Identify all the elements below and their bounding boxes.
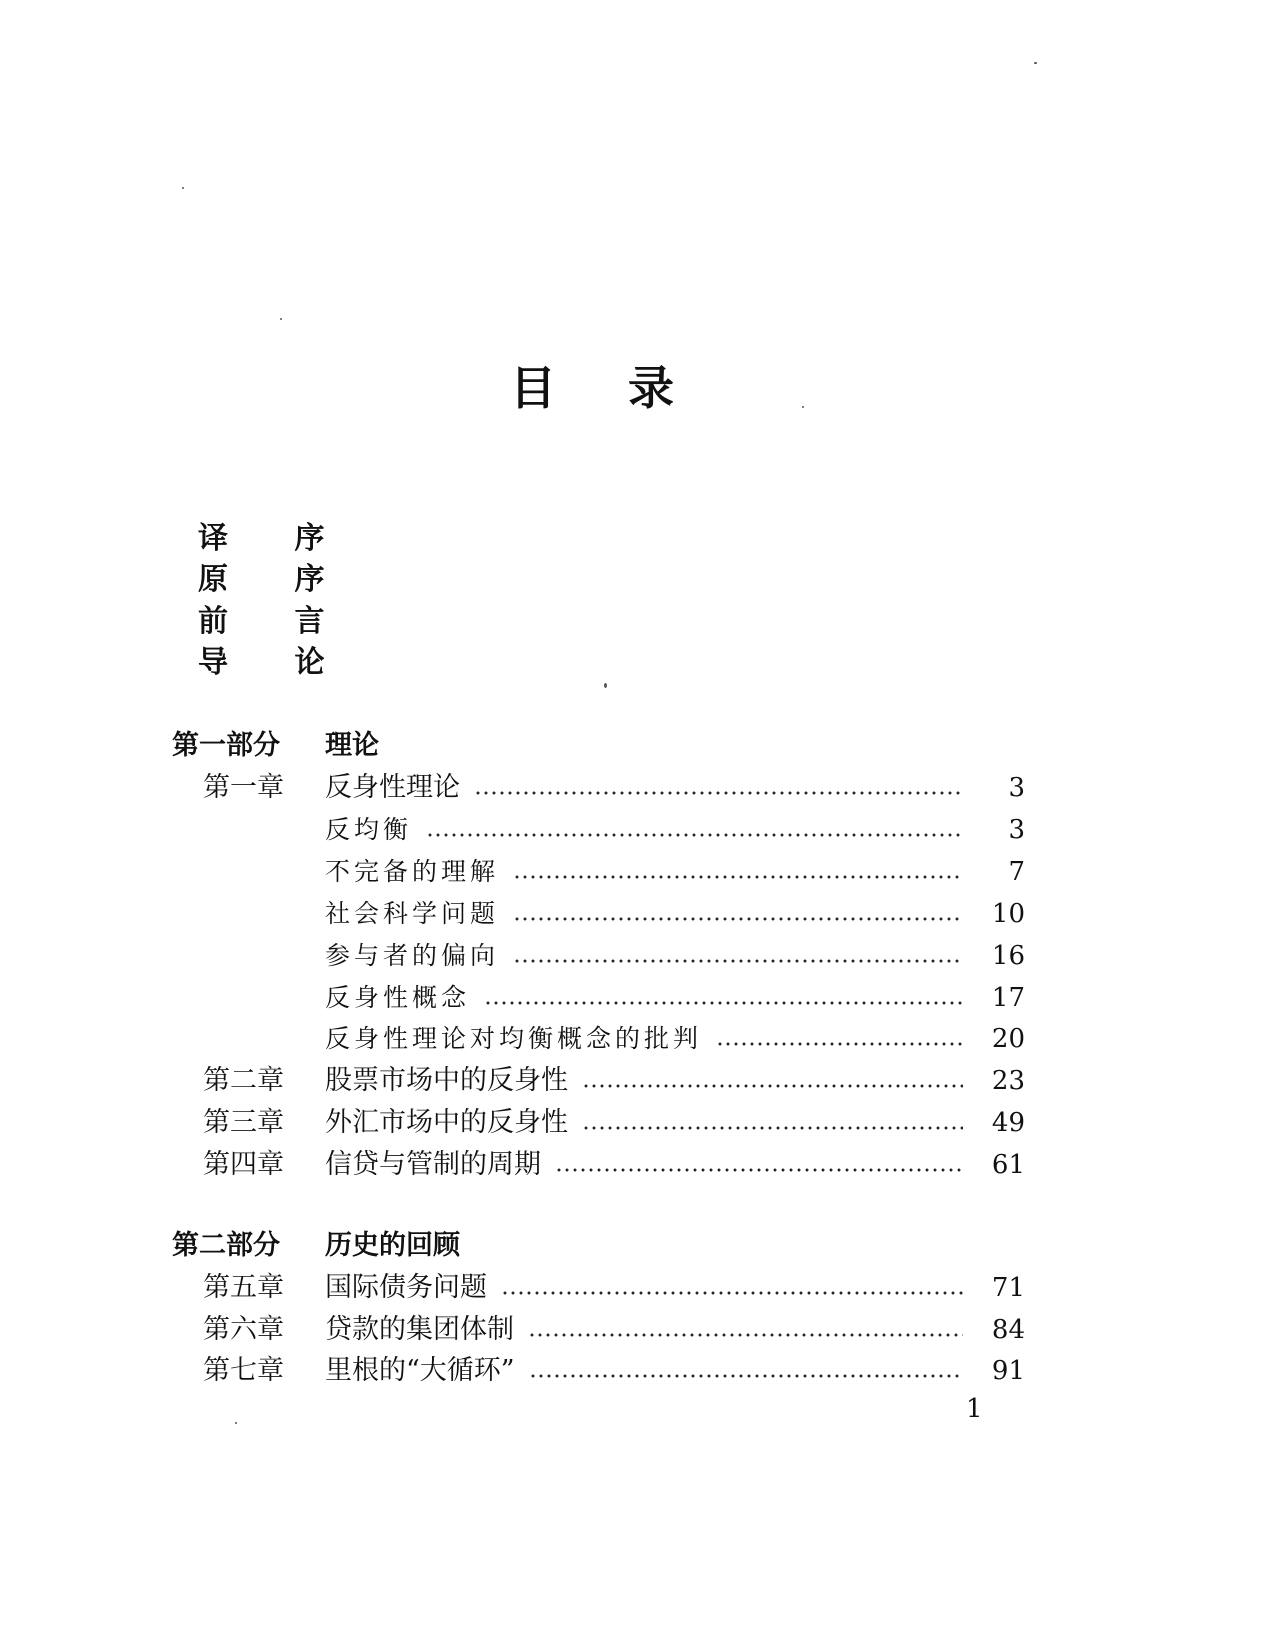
toc-entry-title: 国际债务问题 bbox=[325, 1272, 487, 1303]
chapter-label: 第三章 bbox=[203, 1107, 284, 1138]
front-matter-item: 导 论 bbox=[198, 645, 353, 680]
toc-entry-page: 71 bbox=[991, 1273, 1025, 1303]
toc-section-entry bbox=[325, 854, 1025, 890]
toc-entry bbox=[325, 1063, 1025, 1099]
toc-section-page: 3 bbox=[1008, 815, 1025, 845]
toc-entry-title: 反身性理论 bbox=[325, 772, 460, 803]
toc-section-page: 10 bbox=[991, 899, 1025, 929]
chapter-label: 第六章 bbox=[203, 1314, 284, 1345]
dot-leader bbox=[426, 833, 963, 837]
front-matter-item: 前 言 bbox=[198, 604, 353, 639]
chapter-label: 第二章 bbox=[203, 1065, 284, 1096]
page-number: 1 bbox=[966, 1394, 983, 1424]
front-matter-item: 原 序 bbox=[198, 562, 353, 597]
chapter-label: 第五章 bbox=[203, 1272, 284, 1303]
dot-leader bbox=[501, 1291, 963, 1295]
toc-entry bbox=[325, 1105, 1025, 1141]
toc-entry bbox=[325, 770, 1025, 806]
toc-section-entry bbox=[325, 812, 1025, 848]
toc-entry-page: 23 bbox=[991, 1066, 1025, 1096]
toc-entry bbox=[325, 1312, 1025, 1348]
toc-entry-page: 91 bbox=[991, 1356, 1025, 1386]
toc-entry bbox=[325, 1147, 1025, 1183]
scan-speck bbox=[280, 318, 282, 320]
chapter-label: 第一章 bbox=[203, 772, 284, 803]
title-char-left: 目 bbox=[510, 361, 556, 415]
dot-leader bbox=[529, 1374, 963, 1378]
front-matter-item: 译 序 bbox=[198, 521, 353, 556]
toc-entry-page: 3 bbox=[1008, 773, 1025, 803]
toc-section-title: 不完备的理解 bbox=[325, 857, 500, 886]
toc-section-title: 反身性理论对均衡概念的批判 bbox=[325, 1024, 703, 1053]
toc-section-title: 参与者的偏向 bbox=[325, 941, 500, 970]
dot-leader bbox=[484, 1001, 963, 1005]
toc-entry bbox=[325, 1270, 1025, 1306]
scan-speck bbox=[235, 1422, 237, 1424]
dot-leader bbox=[528, 1333, 963, 1337]
toc-section-title: 反均衡 bbox=[325, 815, 413, 844]
toc-section-entry bbox=[325, 980, 1025, 1016]
scan-speck bbox=[604, 683, 607, 688]
toc-section-page: 17 bbox=[991, 983, 1025, 1013]
dot-leader bbox=[513, 959, 963, 963]
title-char-right: 录 bbox=[628, 361, 674, 415]
toc-section-title: 社会科学问题 bbox=[325, 899, 500, 928]
part-label: 第二部分 bbox=[172, 1230, 280, 1261]
toc-section-page: 20 bbox=[991, 1024, 1025, 1054]
toc-entry-title: 贷款的集团体制 bbox=[325, 1314, 514, 1345]
toc-section-page: 16 bbox=[991, 941, 1025, 971]
toc-entry-page: 49 bbox=[991, 1108, 1025, 1138]
dot-leader bbox=[555, 1168, 963, 1172]
scan-speck bbox=[1034, 62, 1037, 64]
toc-section-title: 反身性概念 bbox=[325, 983, 471, 1012]
toc-entry-page: 84 bbox=[991, 1315, 1025, 1345]
toc-entry-title: 信贷与管制的周期 bbox=[325, 1149, 541, 1180]
toc-section-entry bbox=[325, 1021, 1025, 1057]
chapter-label: 第七章 bbox=[203, 1355, 284, 1386]
dot-leader bbox=[513, 875, 963, 879]
dot-leader bbox=[716, 1042, 963, 1046]
part-label: 第一部分 bbox=[172, 730, 280, 761]
part-name: 历史的回顾 bbox=[325, 1230, 460, 1261]
toc-entry-title: 里根的“大循环” bbox=[325, 1355, 515, 1386]
toc-section-page: 7 bbox=[1008, 857, 1025, 887]
toc-entry bbox=[325, 1353, 1025, 1389]
dot-leader bbox=[474, 791, 963, 795]
dot-leader bbox=[513, 917, 963, 921]
scan-speck bbox=[182, 187, 184, 189]
toc-entry-page: 61 bbox=[991, 1150, 1025, 1180]
toc-entry-title: 外汇市场中的反身性 bbox=[325, 1107, 568, 1138]
part-name: 理论 bbox=[325, 730, 379, 761]
chapter-label: 第四章 bbox=[203, 1149, 284, 1180]
dot-leader bbox=[582, 1084, 963, 1088]
toc-section-entry bbox=[325, 896, 1025, 932]
dot-leader bbox=[582, 1126, 963, 1130]
toc-entry-title: 股票市场中的反身性 bbox=[325, 1065, 568, 1096]
toc-section-entry bbox=[325, 938, 1025, 974]
page-title bbox=[0, 358, 1275, 418]
